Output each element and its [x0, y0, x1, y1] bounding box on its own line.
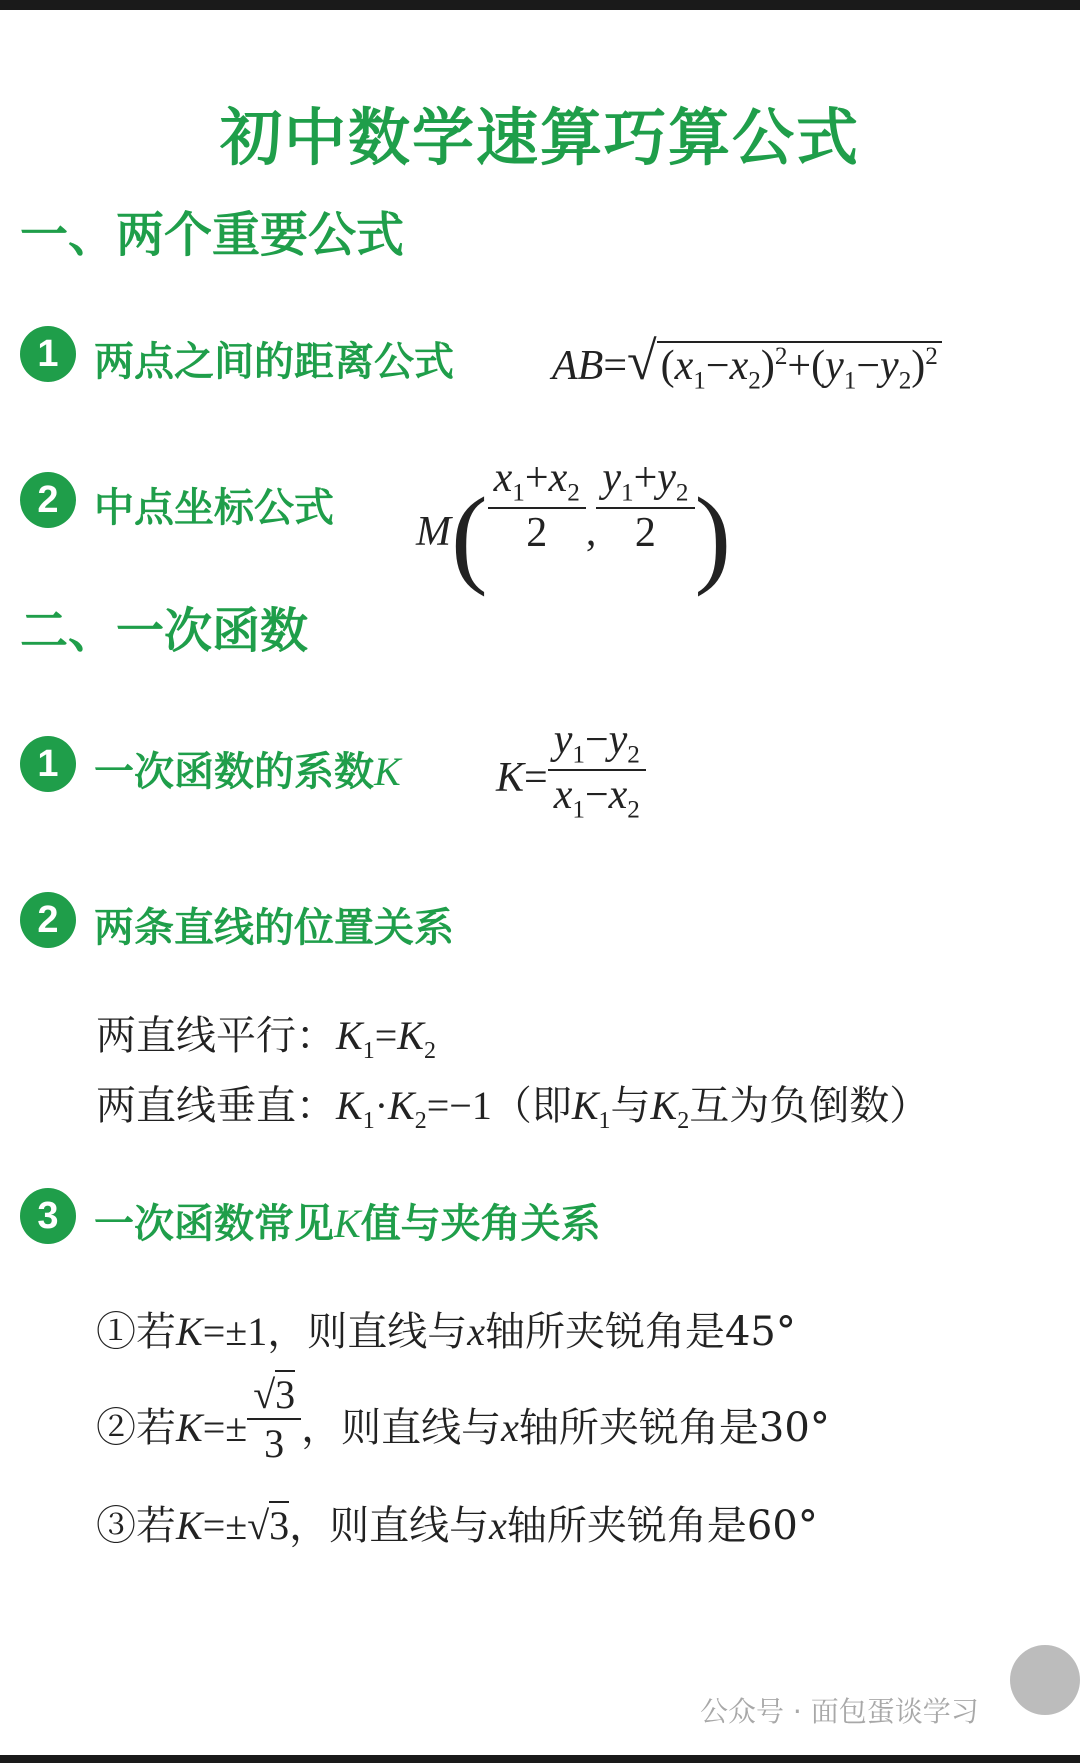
- step-number-badge: 2: [20, 892, 76, 948]
- slope-formula: K= $\frac{y_1-y_2}{x_1-x_2}$: [496, 738, 646, 825]
- watermark-text: 公众号 · 面包蛋谈学习: [700, 1695, 979, 1728]
- bottom-edge-bar: [0, 1755, 1080, 1763]
- angle-relation-heading: 一次函数常见K值与夹角关系: [94, 1201, 601, 1247]
- step-number-badge: 3: [20, 1188, 76, 1244]
- step-number-badge: 1: [20, 326, 76, 382]
- case-60-degrees: ③若K=±√3，则直线与x轴所夹锐角是60°: [96, 1503, 818, 1549]
- midpoint-formula-heading: 中点坐标公式: [94, 485, 334, 531]
- watermark-logo-icon: [1010, 1645, 1080, 1715]
- step-number-badge: 2: [20, 472, 76, 528]
- case-30-degrees: ②若K=± $\frac{√3}{3}$ ，则直线与x轴所夹锐角是30°: [96, 1371, 830, 1466]
- case-45-degrees: ①若K=±1，则直线与x轴所夹锐角是45°: [96, 1309, 796, 1355]
- slope-coefficient-heading: 一次函数的系数K: [94, 749, 401, 795]
- section-heading-linear-function: 二、一次函数: [20, 603, 309, 659]
- page-title: 初中数学速算巧算公式: [219, 101, 860, 174]
- midpoint-formula: M( $\frac{x_1+x_2}{2}$ , $\frac{y_1+y_2}{2}$ ): [416, 454, 732, 597]
- step-number-badge: 1: [20, 736, 76, 792]
- line-position-heading: 两条直线的位置关系: [94, 905, 454, 951]
- top-edge-bar: [0, 0, 1080, 10]
- section-heading-formulas: 一、两个重要公式: [20, 207, 405, 263]
- perpendicular-condition: 两直线垂直：$K_1\cdot K_2=-1$（即$K_1$与$K_2$互为负倒数）: [96, 1083, 930, 1134]
- distance-formula: $AB=√(x_1-x_2)^2+(y_1-y_2)^2$: [552, 330, 942, 395]
- parallel-condition: 两直线平行：$K_1=K_2$: [96, 1013, 436, 1064]
- distance-formula-heading: 两点之间的距离公式: [94, 339, 454, 385]
